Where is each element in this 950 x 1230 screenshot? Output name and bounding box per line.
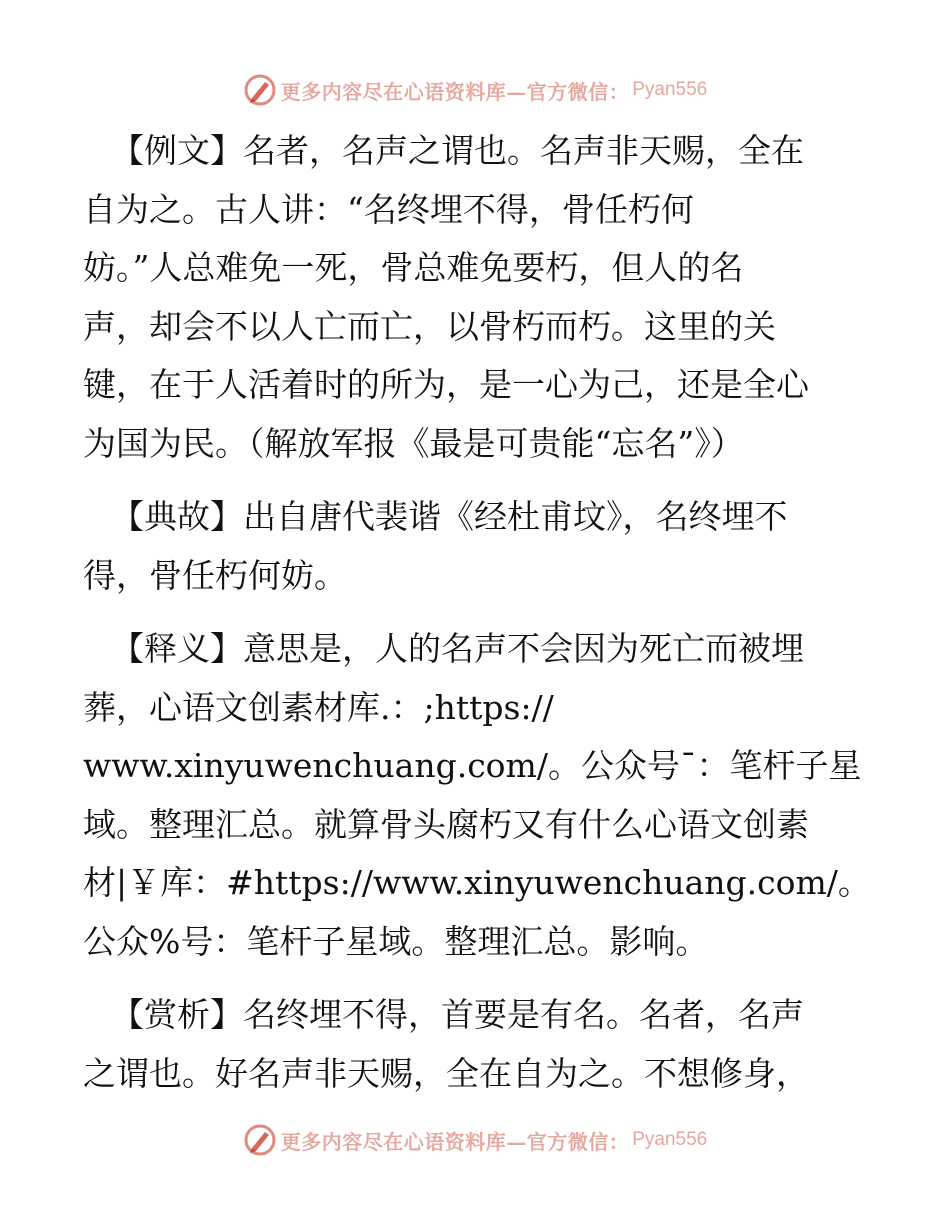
- text-line: www.xinyuwenchuang.com/。公众号¯：笔杆子星: [83, 746, 862, 785]
- footer-wechat-id: Pyan556: [632, 1129, 708, 1150]
- appreciation-paragraph: [83, 986, 857, 1103]
- text-line: 材|￥库：#https://www.xinyuwenchuang.com/。: [83, 863, 871, 902]
- text-line: 妨。”人总难免一死，骨总难免要朽，但人的名: [83, 248, 744, 287]
- header-watermark-banner: [0, 70, 950, 110]
- text-line: 【典故】出自唐代裴谐《经杜甫坟》，名终埋不: [111, 497, 788, 536]
- footer-banner-text: 更多内容尽在心语资料库—官方微信：: [280, 1129, 630, 1154]
- definition-paragraph: [83, 620, 871, 971]
- text-line: 之谓也。好名声非天赐，全在自为之。不想修身，: [83, 1053, 809, 1093]
- text-line: 自为之。古人讲：“名终埋不得，骨任朽何: [83, 189, 694, 229]
- footer-watermark-banner: [0, 1120, 950, 1160]
- text-line: 葬，心语文创素材库.：;https://: [83, 687, 554, 727]
- text-line: 声，却会不以人亡而亡，以骨朽而朽。这里的关: [83, 306, 776, 346]
- text-line: 得，骨任朽何妨。: [83, 555, 347, 595]
- allusion-paragraph: [83, 488, 857, 605]
- pen-logo-icon: [243, 1123, 277, 1157]
- header-banner-text: 更多内容尽在心语资料库—官方微信：: [280, 79, 630, 104]
- text-line: 【例文】名者，名声之谓也。名声非天赐，全在: [111, 131, 804, 170]
- pen-logo-icon: [243, 73, 277, 107]
- text-line: 域。整理汇总。就算骨头腐朽又有什么心语文创素: [83, 804, 809, 844]
- text-line: 公众%号：笔杆子星域。整理汇总。影响。: [83, 921, 709, 961]
- text-line: 【赏析】名终埋不得，首要是有名。名者，名声: [111, 995, 804, 1034]
- text-line: 【释义】意思是，人的名声不会因为死亡而被埋: [111, 629, 804, 668]
- example-paragraph: [83, 122, 857, 473]
- text-line: 键，在于人活着时的所为，是一心为己，还是全心: [83, 365, 809, 404]
- header-wechat-id: Pyan556: [632, 79, 708, 100]
- document-body: [83, 122, 871, 1118]
- text-line: 为国为民。（解放军报《最是可贵能“忘名”》）: [83, 423, 744, 463]
